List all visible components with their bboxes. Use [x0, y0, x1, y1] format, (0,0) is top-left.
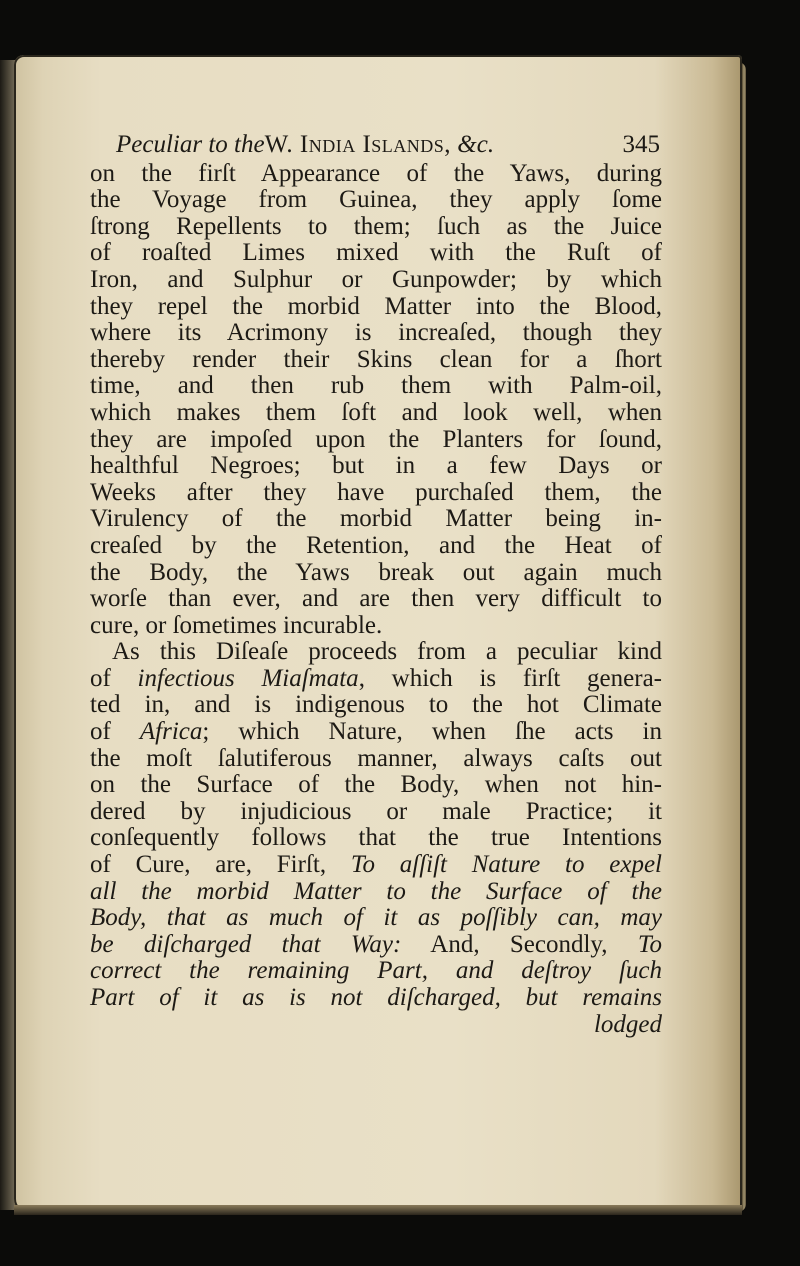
text-line	[90, 347, 662, 374]
text-line	[90, 879, 662, 906]
text-line	[90, 373, 662, 400]
text-line	[90, 772, 662, 799]
text-run: cure, or ſometimes incurable.	[90, 611, 383, 639]
text-line	[90, 719, 662, 746]
text-run: Virulency of the morbid Matter being in-	[90, 505, 662, 533]
text-run: of	[90, 664, 138, 692]
text-run: where its Acrimony is increaſed, though they	[90, 319, 662, 347]
text-line	[90, 932, 662, 959]
text-run: Africa	[139, 718, 203, 746]
text-run: of	[90, 718, 140, 746]
text-line	[90, 453, 662, 480]
text-run: ted in, and is indigenous to the hot Climate	[90, 691, 662, 719]
text-run: Iron, and Sulphur or Gunpowder; by which	[90, 265, 662, 293]
text-run: they repel the morbid Matter into the Blood,	[90, 292, 662, 320]
text-line	[90, 985, 662, 1012]
text-line	[90, 958, 662, 985]
text-run: they are impoſed upon the Planters for ſound,	[90, 425, 662, 453]
text-run: , which is firſt genera-	[358, 664, 662, 692]
running-head-italic: Peculiar to the	[116, 131, 265, 158]
text-run: To aſſiſt Nature to expel	[350, 851, 662, 879]
text-line	[90, 586, 662, 613]
text-line	[90, 613, 662, 640]
text-line	[90, 480, 662, 507]
text-line	[90, 267, 662, 294]
text-run: As this Diſeaſe proceeds from a peculiar kind	[112, 638, 662, 666]
text-line	[90, 214, 662, 241]
running-head	[116, 132, 494, 159]
text-run: worſe than ever, and are then very difficult to	[90, 585, 662, 613]
text-line	[90, 427, 662, 454]
text-run: healthful Negroes; but in a few Days or	[90, 452, 662, 480]
running-head-etc: &c.	[457, 131, 495, 158]
text-run: dered by injudicious or male Practice; it	[90, 797, 662, 825]
text-run: lodged	[593, 1010, 662, 1038]
text-run: all the morbid Matter to the Surface of the	[90, 877, 662, 905]
text-line	[90, 1012, 662, 1039]
text-run: time, and then rub them with Palm-oil,	[90, 372, 662, 400]
page-text	[90, 132, 662, 1038]
text-line	[90, 187, 662, 214]
text-run: conſequently follows that the true Intentions	[90, 824, 662, 852]
text-line	[90, 666, 662, 693]
text-line	[90, 506, 662, 533]
text-run: ; which Nature, when ſhe acts in	[202, 718, 662, 746]
text-line	[90, 560, 662, 587]
page-bottom-edge	[14, 1205, 742, 1215]
text-line	[90, 294, 662, 321]
text-line	[90, 240, 662, 267]
text-run: Part of it as is not diſcharged, but remains	[90, 984, 662, 1011]
text-run: on the firſt Appearance of the Yaws, during	[90, 159, 662, 187]
text-run: Weeks after they have purchaſed them, the	[90, 478, 662, 506]
text-run: infectious Miaſmata	[137, 664, 359, 692]
text-run: of Cure, are, Firſt,	[90, 851, 351, 879]
running-head-caps: W. India Islands,	[264, 131, 452, 158]
text-line	[90, 533, 662, 560]
text-line	[90, 852, 662, 879]
text-line	[90, 400, 662, 427]
running-header	[116, 132, 660, 159]
text-run: the Body, the Yaws break out again much	[90, 558, 662, 586]
text-run: ſtrong Repellents to them; ſuch as the Juice	[90, 212, 662, 240]
text-run: Body, that as much of it as poſſibly can, may	[90, 904, 662, 932]
text-line	[90, 161, 662, 188]
text-run: To	[637, 930, 662, 958]
text-line	[90, 799, 662, 826]
text-run: be diſcharged that Way:	[90, 930, 402, 958]
text-line	[90, 905, 662, 932]
body-text	[90, 161, 662, 1039]
text-line	[90, 825, 662, 852]
text-run: thereby render their Skins clean for a ſhort	[90, 345, 662, 373]
text-run: And, Secondly,	[401, 930, 638, 958]
text-line	[90, 746, 662, 773]
text-line	[90, 320, 662, 347]
text-run: on the Surface of the Body, when not hin-	[90, 771, 662, 799]
text-run: creaſed by the Retention, and the Heat of	[90, 531, 662, 559]
page-number: 345	[622, 131, 660, 158]
text-line	[90, 639, 662, 666]
text-run: the Voyage from Guinea, they apply ſome	[90, 186, 662, 214]
text-run: of roaſted Limes mixed with the Ruſt of	[90, 239, 662, 267]
text-line	[90, 692, 662, 719]
text-run: the moſt ſalutiferous manner, always caſts out	[90, 744, 662, 772]
text-run: correct the remaining Part, and deſtroy ſuch	[90, 957, 662, 985]
text-run: which makes them ſoft and look well, when	[90, 398, 662, 426]
